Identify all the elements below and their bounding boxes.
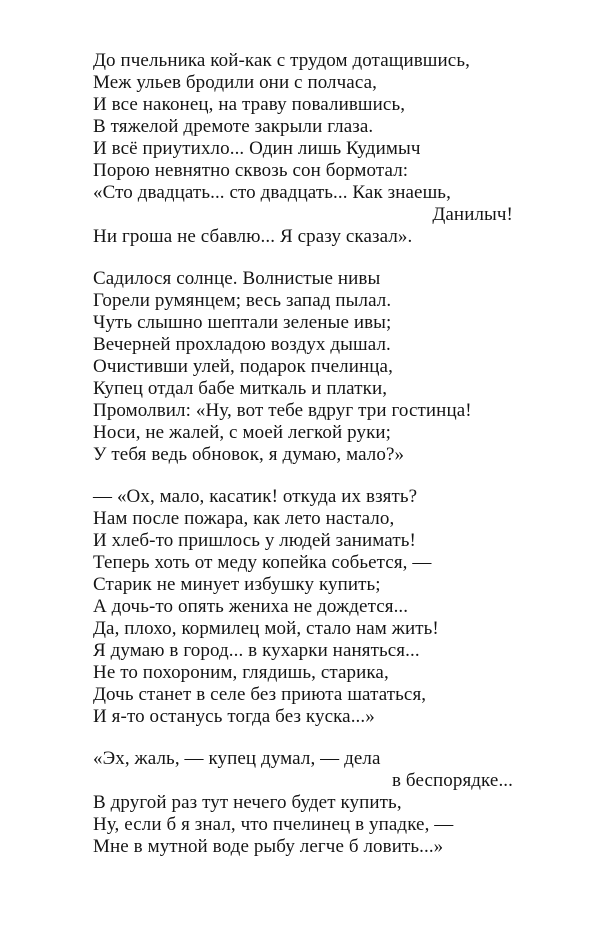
poem-line: Садилося солнце. Волнистые нивы bbox=[93, 268, 381, 289]
poem-line: Ни гроша не сбавлю... Я сразу сказал». bbox=[93, 226, 413, 247]
poem-line: И я-то останусь тогда без куска...» bbox=[93, 706, 375, 727]
poem-line: Да, плохо, кормилец мой, стало нам жить! bbox=[93, 618, 439, 639]
poem-line: Вечерней прохладою воздух дышал. bbox=[93, 334, 391, 355]
poem-line: Мне в мутной воде рыбу легче б ловить...» bbox=[93, 836, 444, 857]
poem-line: И все наконец, на траву повалившись, bbox=[93, 94, 406, 115]
poem-line: А дочь-то опять жениха не дождется... bbox=[93, 596, 409, 617]
poem-line: «Сто двадцать... сто двадцать... Как знаешь, bbox=[93, 182, 451, 203]
poem-line: Нам после пожара, как лето настало, bbox=[93, 508, 395, 529]
poem-line: И всё приутихло... Один лишь Кудимыч bbox=[93, 138, 421, 159]
poem-line: «Эх, жаль, — купец думал, — дела bbox=[93, 748, 381, 769]
poem-line: Я думаю в город... в кухарки наняться... bbox=[93, 640, 420, 661]
poem-line: Ну, если б я знал, что пчелинец в упадке, — bbox=[93, 814, 454, 835]
poem-line: И хлеб-то пришлось у людей занимать! bbox=[93, 530, 416, 551]
poem-line: В другой раз тут нечего будет купить, bbox=[93, 792, 402, 813]
poem-line: Носи, не жалей, с моей легкой руки; bbox=[93, 422, 392, 443]
poem-line: Теперь хоть от меду копейка собьется, — bbox=[93, 552, 432, 573]
poem-line: Меж ульев бродили они с полчаса, bbox=[93, 72, 377, 93]
poem-line: Купец отдал бабе миткаль и платки, bbox=[93, 378, 388, 399]
poem-line: До пчельника кой-как с трудом дотащившись, bbox=[93, 50, 470, 71]
poem-line: Данилыч! bbox=[432, 204, 513, 225]
poem-line: Горели румянцем; весь запад пылал. bbox=[93, 290, 392, 311]
poem-line: Очистивши улей, подарок пчелинца, bbox=[93, 356, 393, 377]
poem-line: Промолвил: «Ну, вот тебе вдруг три гостинца! bbox=[93, 400, 472, 421]
poem-line: — «Ох, мало, касатик! откуда их взять? bbox=[93, 486, 418, 507]
poem-line: в беспорядке... bbox=[392, 770, 513, 791]
poem-line: Чуть слышно шептали зеленые ивы; bbox=[93, 312, 392, 333]
poem-line: В тяжелой дремоте закрыли глаза. bbox=[93, 116, 374, 137]
poem-line: У тебя ведь обновок, я думаю, мало?» bbox=[93, 444, 405, 465]
poem-line: Не то похороним, глядишь, старика, bbox=[93, 662, 389, 683]
poem-line: Порою невнятно сквозь сон бормотал: bbox=[93, 160, 409, 181]
poem-line: Старик не минует избушку купить; bbox=[93, 574, 381, 595]
poem-line: Дочь станет в селе без приюта шататься, bbox=[93, 684, 427, 705]
